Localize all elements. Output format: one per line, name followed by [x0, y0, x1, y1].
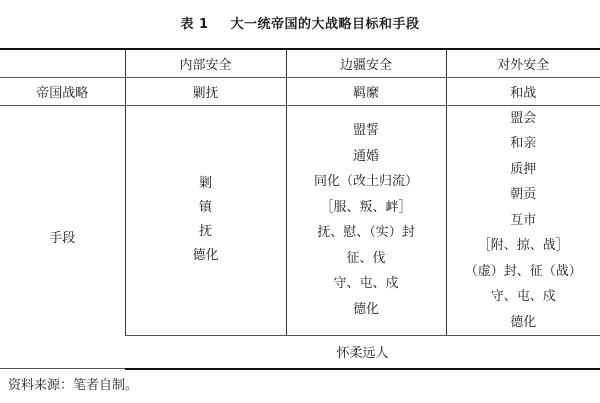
means-row-label: 手段: [0, 105, 125, 369]
strategy-internal: 剿抚: [125, 77, 286, 105]
list-item: 互市: [510, 212, 537, 228]
header-frontier-security: 边疆安全: [286, 49, 446, 77]
list-item: 守、屯、戍: [490, 289, 556, 304]
merged-cell-huairou: 怀柔远人: [125, 336, 600, 369]
header-corner: [0, 49, 125, 77]
strategy-table: [0, 48, 600, 370]
means-row: [0, 105, 600, 336]
strategy-frontier: 羁縻: [286, 77, 446, 105]
list-item: 镇: [198, 200, 212, 216]
header-row: [0, 49, 600, 77]
source-note: 资料来源：笔者自制。: [8, 378, 139, 393]
means-frontier-list: [287, 118, 446, 322]
list-item: ［服、叛、衅］: [320, 199, 412, 215]
table-title: 大一统帝国的大战略目标和手段: [230, 17, 420, 32]
list-item: 同化（改土归流）: [313, 174, 418, 190]
list-item: （虚）封、征（战）: [464, 263, 582, 279]
table-number: 表 1: [180, 17, 209, 32]
list-item: 和亲: [510, 136, 537, 151]
header-internal-security: 内部安全: [125, 49, 286, 77]
list-item: 抚: [198, 224, 212, 240]
list-item: 德化: [352, 301, 379, 317]
header-external-security: 对外安全: [446, 49, 600, 77]
list-item: 朝贡: [510, 187, 537, 202]
means-external-cell: [446, 105, 600, 336]
list-item: 盟誓: [352, 123, 379, 139]
means-frontier-cell: [286, 105, 446, 336]
list-item: ［附、掠、战］: [477, 238, 569, 253]
strategy-row: [0, 77, 600, 105]
list-item: 德化: [192, 248, 219, 264]
table-caption: [0, 13, 600, 32]
list-item: 通婚: [352, 148, 379, 164]
means-external-list: [447, 106, 600, 336]
list-item: 守、屯、戍: [333, 276, 399, 292]
strategy-external: 和战: [446, 77, 600, 105]
means-internal-list: [126, 172, 286, 268]
list-item: 盟会: [510, 110, 537, 126]
list-item: 抚、慰、（实）封: [317, 225, 415, 241]
means-internal-cell: [125, 105, 286, 336]
list-item: 征、伐: [346, 250, 386, 266]
list-item: 德化: [510, 314, 537, 330]
list-item: 剿: [198, 176, 212, 192]
list-item: 质押: [510, 161, 537, 177]
strategy-row-label: 帝国战略: [0, 77, 125, 105]
